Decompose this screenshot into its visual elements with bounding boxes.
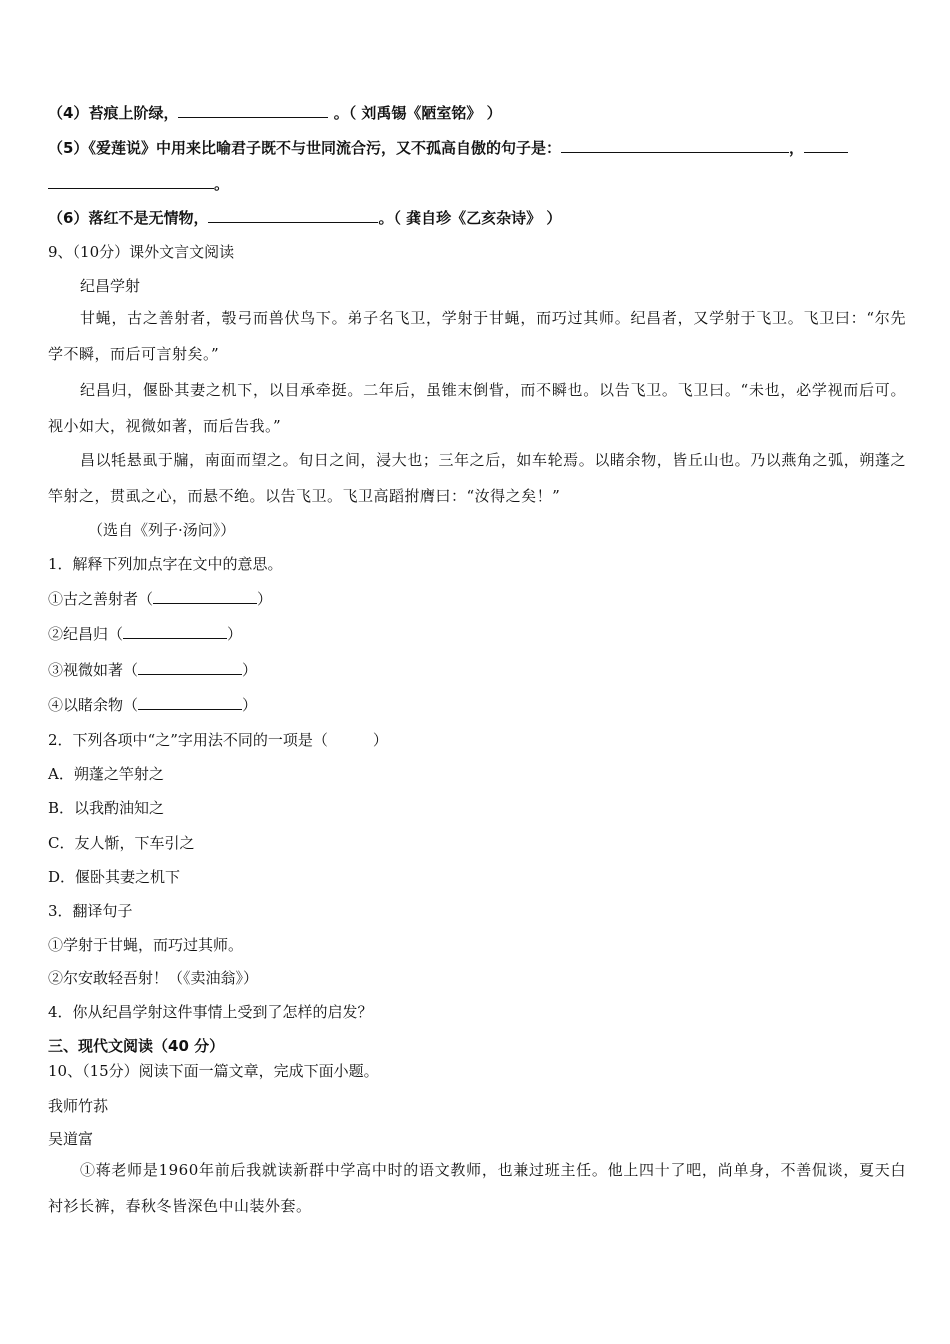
question-9-header: 9、（10分）课外文言文阅读 xyxy=(48,243,235,261)
sub-question-1-item: ④以睹余物（ ） xyxy=(48,696,258,714)
option-b[interactable]: B．以我酌油知之 xyxy=(48,799,165,817)
question-10-header: 10、（15分）阅读下面一篇文章，完成下面小题。 xyxy=(48,1062,379,1080)
article-paragraph-1: ①蒋老师是1960年前后我就读新群中学高中时的语文教师，也兼过班主任。他上四十了吧，尚单身，不善侃谈，夏天白衬衫长裤，春秋冬皆深色中山装外套。 xyxy=(48,1161,906,1215)
question-5-continued: 。 xyxy=(48,173,229,194)
passage-title: 纪昌学射 xyxy=(80,277,141,295)
article-author: 吴道富 xyxy=(48,1130,94,1148)
passage-paragraph-1: 甘蝇，古之善射者，彀弓而兽伏鸟下。弟子名飞卫，学射于甘蝇，而巧过其师。纪昌者，又学射于飞卫。飞卫曰：“尔先学不瞬，而后可言射矣。” xyxy=(48,309,906,363)
translation-item: ②尔安敢轻吾射！（《卖油翁》） xyxy=(48,969,259,987)
answer-blank[interactable] xyxy=(153,588,257,604)
option-d[interactable]: D．偃卧其妻之机下 xyxy=(48,868,181,886)
sub-question-1-item: ③视微如著（ ） xyxy=(48,661,258,679)
passage-source: （选自《列子·汤问》） xyxy=(88,521,236,539)
passage-paragraph-2: 纪昌归，偃卧其妻之机下，以目承牵挺。二年后，虽锥末倒眥，而不瞬也。以告飞卫。飞卫曰。“未也，必学视而后可。视小如大，视微如著，而后告我。” xyxy=(48,381,906,435)
answer-blank[interactable] xyxy=(138,694,242,710)
sub-question-1-item: ②纪昌归（ ） xyxy=(48,625,243,643)
answer-blank[interactable] xyxy=(561,137,789,153)
section-heading: 三、现代文阅读（40 分） xyxy=(48,1037,225,1055)
question-6: （6）落红不是无情物， 。（ 龚自珍《乙亥杂诗》 ） xyxy=(48,209,562,227)
sub-question-3-prompt: 3．翻译句子 xyxy=(48,902,133,920)
sub-question-2-prompt: 2．下列各项中“之”字用法不同的一项是（ ） xyxy=(48,731,388,749)
answer-blank[interactable] xyxy=(804,137,848,153)
answer-blank[interactable] xyxy=(138,659,242,675)
passage-paragraph-3: 昌以牦悬虱于牖，南面而望之。旬日之间，浸大也；三年之后，如车轮焉。以睹余物，皆丘山也。乃以燕角之弧，朔蓬之竿射之，贯虱之心，而悬不绝。以告飞卫。飞卫高蹈拊膺曰：“汝得之矣！” xyxy=(48,451,906,505)
question-5: （5）《爱莲说》中用来比喻君子既不与世同流合污，又不孤高自傲的句子是： ， xyxy=(48,137,848,158)
answer-blank[interactable] xyxy=(208,207,378,223)
sub-question-1-prompt: 1．解释下列加点字在文中的意思。 xyxy=(48,555,283,573)
answer-blank[interactable] xyxy=(123,623,227,639)
translation-item: ①学射于甘蝇，而巧过其师。 xyxy=(48,936,244,954)
answer-blank[interactable] xyxy=(178,102,328,118)
question-4: （4）苔痕上阶绿， 。（ 刘禹锡《陋室铭》 ） xyxy=(48,104,502,122)
sub-question-4-prompt: 4．你从纪昌学射这件事情上受到了怎样的启发？ xyxy=(48,1003,373,1021)
option-a[interactable]: A．朔蓬之竿射之 xyxy=(48,765,164,783)
option-c[interactable]: C．友人惭，下车引之 xyxy=(48,834,195,852)
answer-blank[interactable] xyxy=(48,173,214,189)
sub-question-1-item: ①古之善射者（ ） xyxy=(48,590,273,608)
article-title: 我师竹荪 xyxy=(48,1097,109,1115)
